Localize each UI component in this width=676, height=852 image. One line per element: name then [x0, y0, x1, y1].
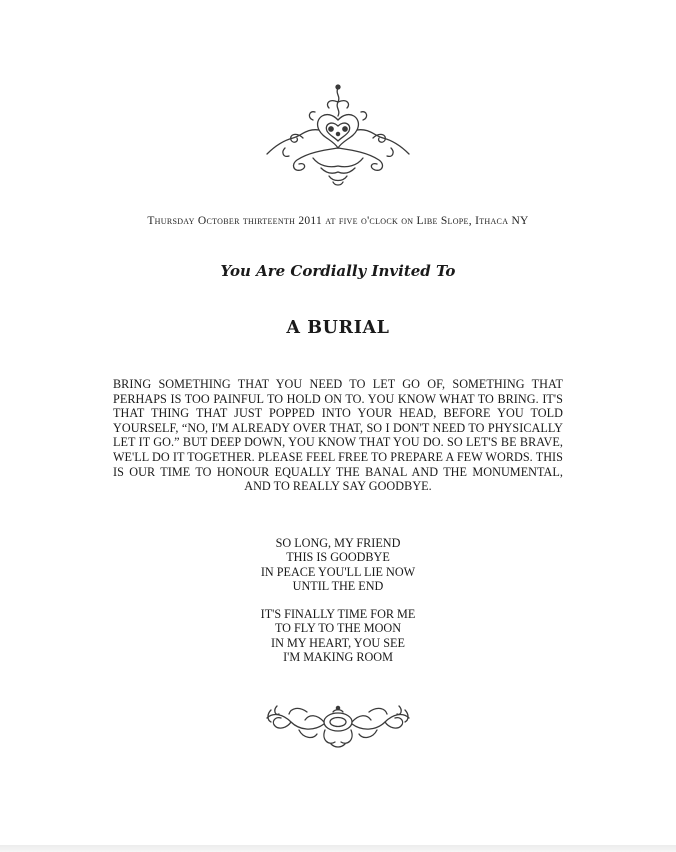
- invitation-heading: You Are Cordially Invited To: [220, 262, 456, 280]
- poem-stanza-1: [0, 536, 676, 593]
- bottom-ornament: [0, 700, 676, 752]
- poem-line: TO FLY TO THE MOON: [274, 621, 402, 636]
- poem-line: I'M MAKING ROOM: [283, 649, 393, 664]
- poem-line: IT'S FINALLY TIME FOR ME: [260, 607, 416, 621]
- flourish-scroll-icon: [263, 700, 413, 752]
- poem-line: IN PEACE YOU'LL LIE NOW: [260, 564, 416, 579]
- invitation-body: BRING SOMETHING THAT YOU NEED TO LET GO OF, SOMETHING THAT PERHAPS IS TOO PAINFUL TO HOLD ON TO. YOU KNOW WHAT TO BRING. IT'S THAT THING THAT JUST POPPED INTO YOUR HEAD, BEFORE YOU TOLD YOURSELF, “NO, I'M ALREADY OVER THAT, SO I DON'T NEED TO PHYSICALLY LET IT GO.” BUT DEEP DOWN, YOU KNOW THAT YOU DO. SO LET'S BE BRAVE, WE'LL DO IT TOGETHER. PLEASE FEEL FREE TO PREPARE A FEW WORDS. THIS IS OUR TIME TO HONOUR EQUALLY THE BANAL AND THE MONUMENTAL, AND TO REALLY SAY GOODBYE.: [113, 377, 563, 494]
- poem-line: SO LONG, MY FRIEND: [275, 536, 401, 550]
- poem-line: UNTIL THE END: [292, 578, 384, 593]
- event-title: A BURIAL: [286, 318, 390, 338]
- poem-line: IN MY HEART, YOU SEE: [271, 635, 405, 650]
- event-dateline: Thursday October thirteenth 2011 at five o'clock on Libe Slope, Ithaca NY: [147, 215, 529, 227]
- poem-line: THIS IS GOODBYE: [286, 550, 390, 565]
- top-ornament: [0, 82, 676, 192]
- flourish-crest-icon: [263, 82, 413, 192]
- poem-stanza-2: [0, 607, 676, 664]
- page-bottom-edge: [0, 845, 676, 852]
